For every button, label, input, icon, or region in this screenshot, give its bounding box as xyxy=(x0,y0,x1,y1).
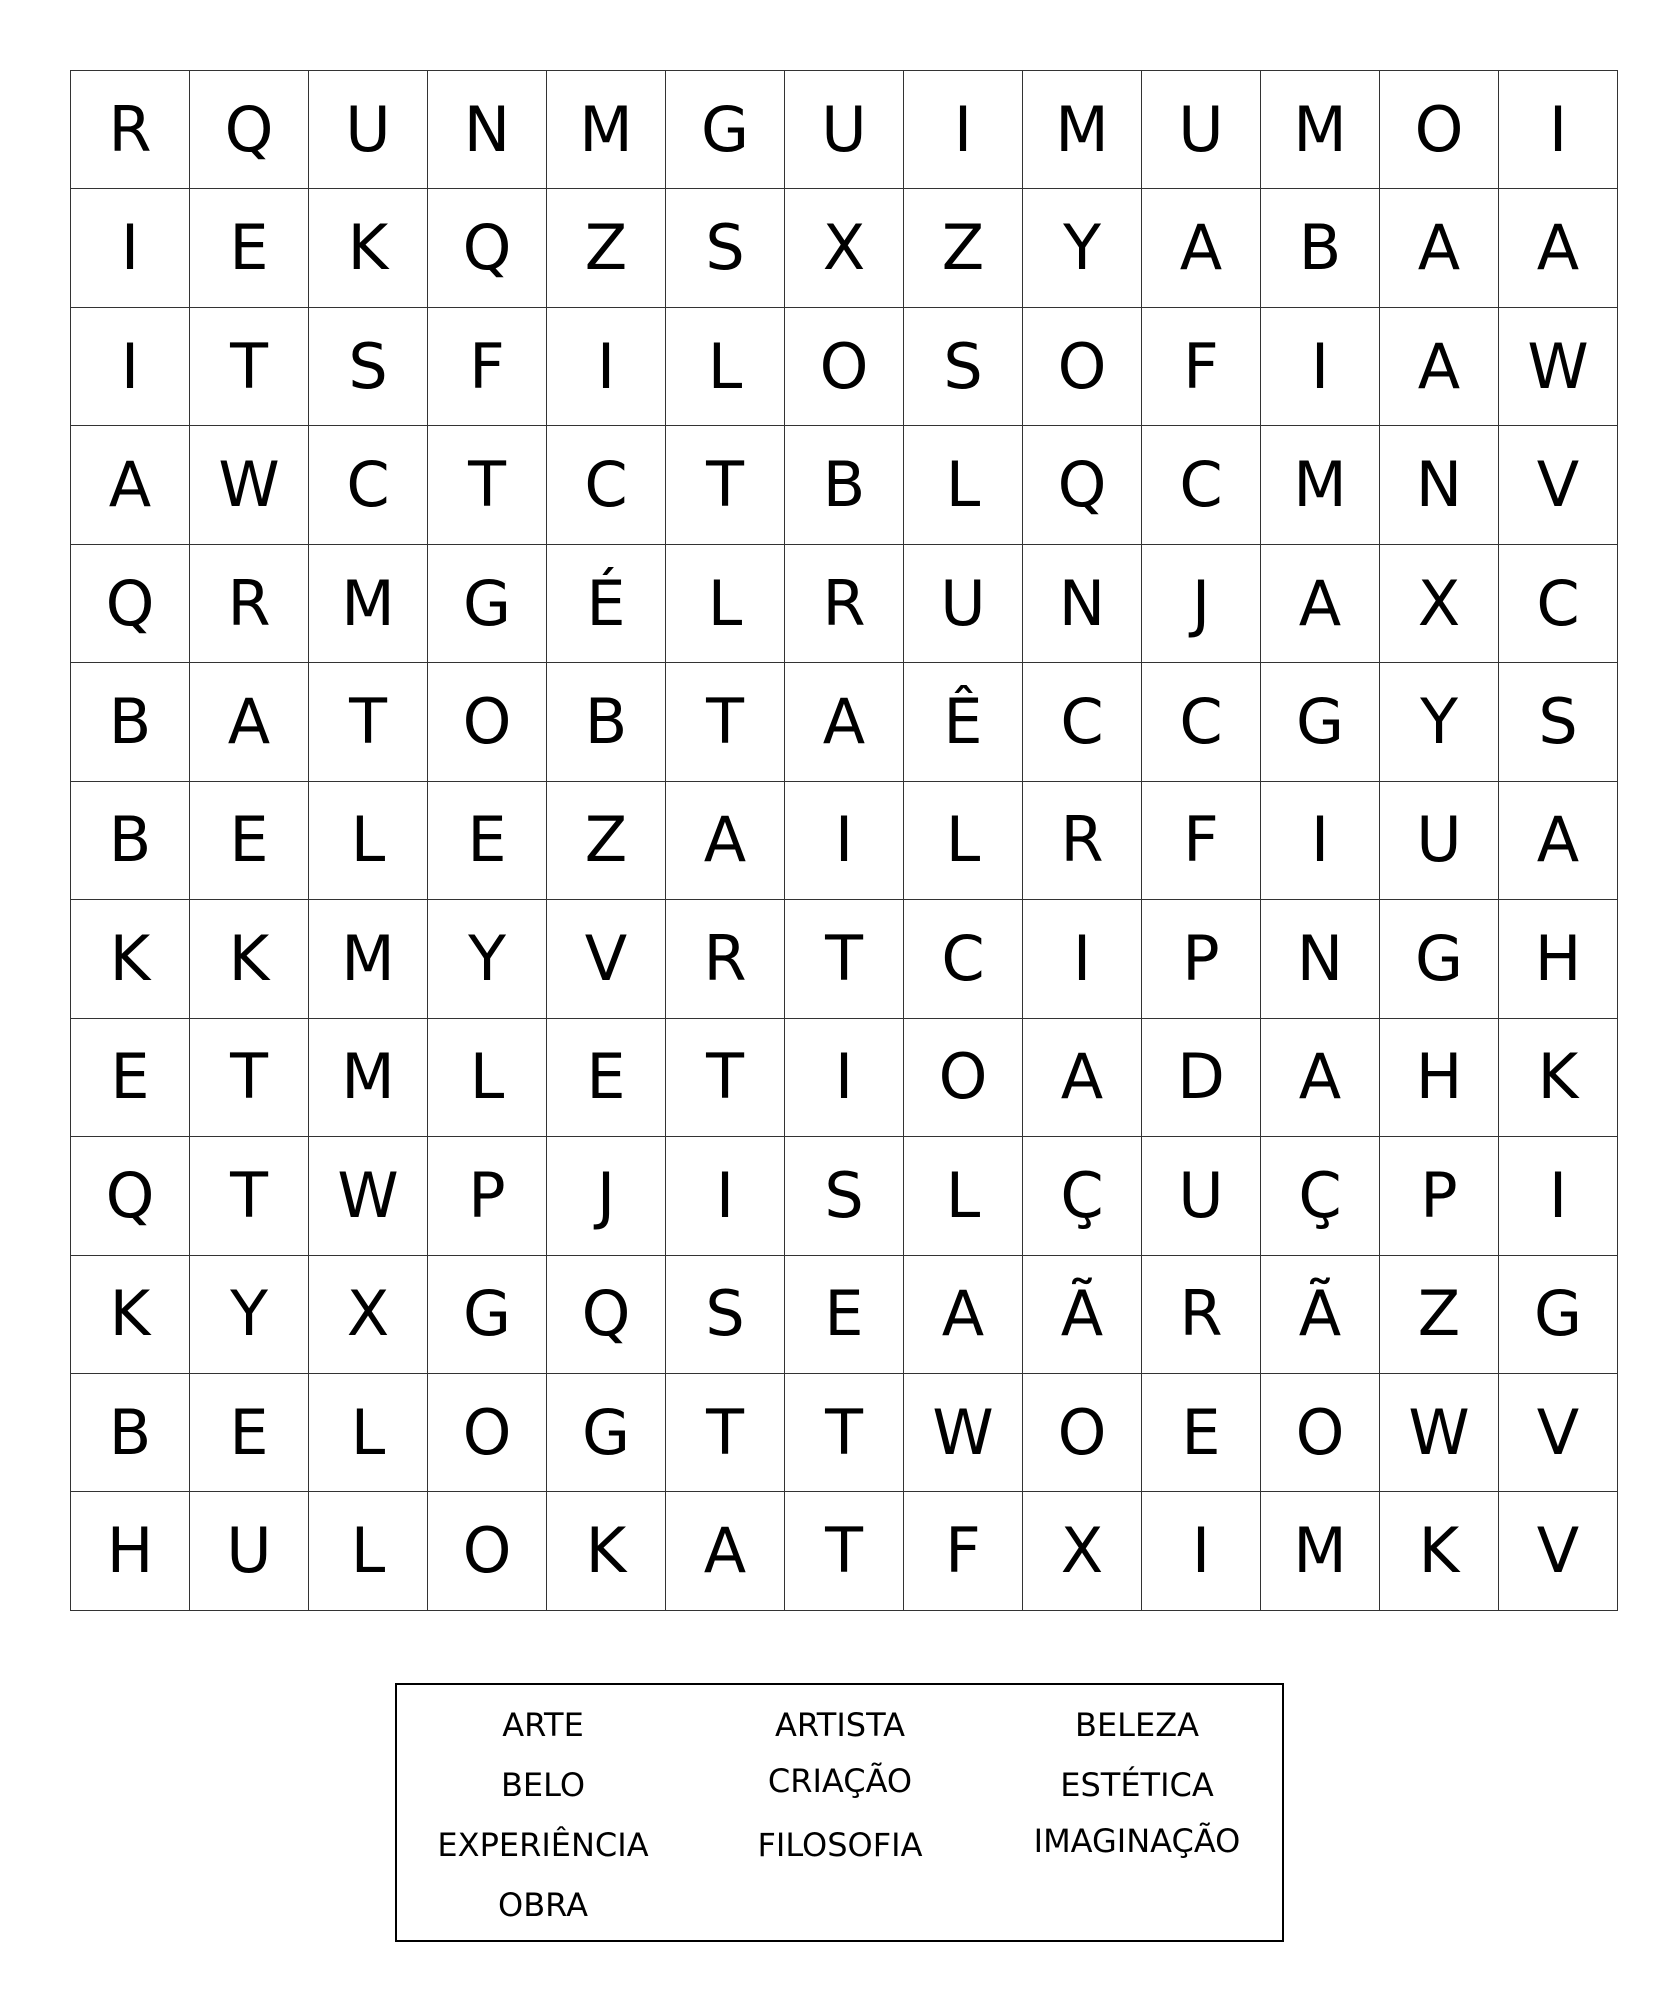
grid-cell[interactable]: W xyxy=(190,426,309,544)
grid-cell[interactable]: R xyxy=(1142,1255,1261,1373)
grid-cell[interactable]: C xyxy=(1142,663,1261,781)
grid-cell[interactable]: P xyxy=(428,1137,547,1255)
grid-cell[interactable]: I xyxy=(785,1018,904,1136)
grid-cell[interactable]: S xyxy=(785,1137,904,1255)
grid-cell[interactable]: T xyxy=(666,663,785,781)
grid-cell[interactable]: Y xyxy=(1023,189,1142,307)
grid-cell[interactable]: L xyxy=(309,781,428,899)
grid-cell[interactable]: F xyxy=(904,1492,1023,1611)
grid-cell[interactable]: X xyxy=(1380,544,1499,662)
grid-cell[interactable]: Q xyxy=(71,1137,190,1255)
grid-cell[interactable]: O xyxy=(1023,1373,1142,1491)
grid-cell[interactable]: I xyxy=(547,307,666,425)
grid-cell[interactable]: E xyxy=(190,781,309,899)
grid-row xyxy=(71,307,1618,425)
grid-cell[interactable]: R xyxy=(785,544,904,662)
grid-cell[interactable]: U xyxy=(1142,1137,1261,1255)
grid-cell[interactable]: R xyxy=(666,900,785,1018)
grid-row xyxy=(71,71,1618,189)
grid-cell[interactable]: V xyxy=(547,900,666,1018)
grid-cell[interactable]: Q xyxy=(190,71,309,189)
grid-cell[interactable]: G xyxy=(1261,663,1380,781)
grid-cell[interactable]: H xyxy=(1380,1018,1499,1136)
grid-cell[interactable]: T xyxy=(190,1018,309,1136)
grid-cell[interactable]: E xyxy=(190,189,309,307)
grid-cell[interactable]: A xyxy=(666,781,785,899)
grid-cell[interactable]: C xyxy=(309,426,428,544)
grid-cell[interactable]: A xyxy=(1261,1018,1380,1136)
word-list-item: BELO xyxy=(500,1766,586,1804)
grid-cell[interactable]: T xyxy=(190,1137,309,1255)
grid-cell[interactable]: A xyxy=(1380,189,1499,307)
grid-cell[interactable]: C xyxy=(1499,544,1618,662)
grid-cell[interactable]: K xyxy=(190,900,309,1018)
grid-cell[interactable]: Ã xyxy=(1261,1255,1380,1373)
grid-cell[interactable]: K xyxy=(309,189,428,307)
grid-cell[interactable]: M xyxy=(309,900,428,1018)
grid-cell[interactable]: S xyxy=(1499,663,1618,781)
grid-cell[interactable]: E xyxy=(1142,1373,1261,1491)
grid-cell[interactable]: B xyxy=(1261,189,1380,307)
word-list-item: CRIAÇÃO xyxy=(767,1762,913,1800)
grid-cell[interactable]: A xyxy=(1380,307,1499,425)
grid-row xyxy=(71,1373,1618,1491)
grid-cell[interactable]: T xyxy=(666,426,785,544)
grid-cell[interactable]: R xyxy=(190,544,309,662)
grid-cell[interactable]: K xyxy=(71,900,190,1018)
grid-cell[interactable]: I xyxy=(1261,781,1380,899)
grid-cell[interactable]: U xyxy=(904,544,1023,662)
grid-cell[interactable]: Z xyxy=(547,189,666,307)
grid-cell[interactable]: S xyxy=(904,307,1023,425)
grid-cell[interactable]: A xyxy=(71,426,190,544)
grid-cell[interactable]: P xyxy=(1380,1137,1499,1255)
grid-cell[interactable]: Z xyxy=(1380,1255,1499,1373)
grid-cell[interactable]: M xyxy=(1023,71,1142,189)
word-list-item: BELEZA xyxy=(1074,1706,1200,1744)
grid-cell[interactable]: C xyxy=(1023,663,1142,781)
grid-cell[interactable]: T xyxy=(428,426,547,544)
grid-cell[interactable]: B xyxy=(785,426,904,544)
grid-cell[interactable]: W xyxy=(1380,1373,1499,1491)
grid-cell[interactable]: G xyxy=(1499,1255,1618,1373)
grid-cell[interactable]: W xyxy=(309,1137,428,1255)
grid-cell[interactable]: W xyxy=(904,1373,1023,1491)
grid-cell[interactable]: T xyxy=(785,1492,904,1611)
grid-cell[interactable]: A xyxy=(1499,189,1618,307)
word-list-item: ESTÉTICA xyxy=(1060,1766,1214,1804)
grid-cell[interactable]: A xyxy=(666,1492,785,1611)
grid-cell[interactable]: A xyxy=(1142,189,1261,307)
grid-cell[interactable]: O xyxy=(1380,71,1499,189)
grid-cell[interactable]: A xyxy=(785,663,904,781)
grid-cell[interactable]: P xyxy=(1142,900,1261,1018)
grid-cell[interactable]: N xyxy=(1380,426,1499,544)
grid-cell[interactable]: F xyxy=(1142,781,1261,899)
grid-cell[interactable]: E xyxy=(785,1255,904,1373)
grid-cell[interactable]: F xyxy=(1142,307,1261,425)
grid-cell[interactable]: L xyxy=(904,781,1023,899)
grid-cell[interactable]: U xyxy=(1142,71,1261,189)
grid-cell[interactable]: I xyxy=(1023,900,1142,1018)
grid-cell[interactable]: K xyxy=(1499,1018,1618,1136)
grid-cell[interactable]: O xyxy=(428,663,547,781)
grid-cell[interactable]: S xyxy=(309,307,428,425)
grid-cell[interactable]: V xyxy=(1499,1492,1618,1611)
word-list-item: ARTISTA xyxy=(774,1706,906,1744)
grid-cell[interactable]: L xyxy=(309,1373,428,1491)
grid-cell[interactable]: M xyxy=(1261,1492,1380,1611)
grid-cell[interactable]: L xyxy=(428,1018,547,1136)
grid-cell[interactable]: J xyxy=(547,1137,666,1255)
grid-cell[interactable]: I xyxy=(71,189,190,307)
grid-cell[interactable]: I xyxy=(785,781,904,899)
grid-cell[interactable]: O xyxy=(1023,307,1142,425)
grid-cell[interactable]: E xyxy=(71,1018,190,1136)
grid-cell[interactable]: C xyxy=(547,426,666,544)
grid-cell[interactable]: Y xyxy=(428,900,547,1018)
grid-cell[interactable]: J xyxy=(1142,544,1261,662)
grid-cell[interactable]: Ê xyxy=(904,663,1023,781)
grid-cell[interactable]: L xyxy=(309,1492,428,1611)
grid-cell[interactable]: L xyxy=(666,544,785,662)
grid-cell[interactable]: I xyxy=(1142,1492,1261,1611)
grid-cell[interactable]: H xyxy=(1499,900,1618,1018)
grid-cell[interactable]: O xyxy=(428,1492,547,1611)
grid-cell[interactable]: A xyxy=(190,663,309,781)
grid-cell[interactable]: I xyxy=(904,71,1023,189)
grid-cell[interactable]: G xyxy=(428,1255,547,1373)
grid-cell[interactable]: Q xyxy=(1023,426,1142,544)
word-search-grid xyxy=(70,70,1618,1611)
grid-cell[interactable]: Q xyxy=(547,1255,666,1373)
word-list-item: ARTE xyxy=(502,1706,584,1744)
grid-cell[interactable]: U xyxy=(309,71,428,189)
grid-cell[interactable]: Y xyxy=(1380,663,1499,781)
grid-cell[interactable]: I xyxy=(1499,1137,1618,1255)
grid-cell[interactable]: T xyxy=(666,1373,785,1491)
grid-cell[interactable]: I xyxy=(666,1137,785,1255)
grid-cell[interactable]: G xyxy=(547,1373,666,1491)
grid-cell[interactable]: Y xyxy=(190,1255,309,1373)
grid-cell[interactable]: M xyxy=(1261,426,1380,544)
grid-cell[interactable]: U xyxy=(190,1492,309,1611)
grid-cell[interactable]: G xyxy=(428,544,547,662)
grid-cell[interactable]: Ç xyxy=(1023,1137,1142,1255)
grid-cell[interactable]: L xyxy=(904,426,1023,544)
grid-cell[interactable]: B xyxy=(547,663,666,781)
grid-cell[interactable]: E xyxy=(190,1373,309,1491)
grid-cell[interactable]: N xyxy=(428,71,547,189)
grid-row xyxy=(71,1018,1618,1136)
grid-row xyxy=(71,426,1618,544)
grid-cell[interactable]: O xyxy=(785,307,904,425)
grid-cell[interactable]: Q xyxy=(428,189,547,307)
grid-cell[interactable]: Ã xyxy=(1023,1255,1142,1373)
grid-cell[interactable]: A xyxy=(904,1255,1023,1373)
grid-cell[interactable]: X xyxy=(785,189,904,307)
grid-cell[interactable]: A xyxy=(1261,544,1380,662)
grid-cell[interactable]: C xyxy=(904,900,1023,1018)
grid-cell[interactable]: M xyxy=(1261,71,1380,189)
grid-cell[interactable]: Ç xyxy=(1261,1137,1380,1255)
grid-cell[interactable]: K xyxy=(1380,1492,1499,1611)
grid-cell[interactable]: A xyxy=(1499,781,1618,899)
grid-cell[interactable]: I xyxy=(1499,71,1618,189)
grid-cell[interactable]: T xyxy=(785,1373,904,1491)
grid-row xyxy=(71,1255,1618,1373)
grid-cell[interactable]: E xyxy=(428,781,547,899)
grid-cell[interactable]: S xyxy=(666,189,785,307)
grid-cell[interactable]: N xyxy=(1261,900,1380,1018)
grid-cell[interactable]: R xyxy=(71,71,190,189)
grid-cell[interactable]: O xyxy=(904,1018,1023,1136)
grid-row xyxy=(71,663,1618,781)
grid-cell[interactable]: B xyxy=(71,1373,190,1491)
grid-cell[interactable]: V xyxy=(1499,1373,1618,1491)
grid-cell[interactable]: O xyxy=(1261,1373,1380,1491)
grid-cell[interactable]: X xyxy=(309,1255,428,1373)
grid-cell[interactable]: T xyxy=(785,900,904,1018)
grid-cell[interactable]: W xyxy=(1499,307,1618,425)
grid-cell[interactable]: O xyxy=(428,1373,547,1491)
grid-cell[interactable]: R xyxy=(1023,781,1142,899)
grid-cell[interactable]: G xyxy=(666,71,785,189)
grid-row xyxy=(71,900,1618,1018)
grid-cell[interactable]: V xyxy=(1499,426,1618,544)
word-list-item: IMAGINAÇÃO xyxy=(1033,1822,1241,1860)
word-list-item: FILOSOFIA xyxy=(757,1826,923,1864)
grid-cell[interactable]: I xyxy=(71,307,190,425)
grid-cell[interactable]: X xyxy=(1023,1492,1142,1611)
grid-cell[interactable]: T xyxy=(190,307,309,425)
grid-cell[interactable]: C xyxy=(1142,426,1261,544)
grid-cell[interactable]: S xyxy=(666,1255,785,1373)
grid-cell[interactable]: Z xyxy=(547,781,666,899)
grid-cell[interactable]: T xyxy=(666,1018,785,1136)
grid-cell[interactable]: Q xyxy=(71,544,190,662)
grid-cell[interactable]: M xyxy=(547,71,666,189)
word-list-item: OBRA xyxy=(498,1886,588,1924)
grid-cell[interactable]: N xyxy=(1023,544,1142,662)
grid-row xyxy=(71,781,1618,899)
grid-cell[interactable]: I xyxy=(1261,307,1380,425)
grid-cell[interactable]: L xyxy=(904,1137,1023,1255)
grid-cell[interactable]: U xyxy=(1380,781,1499,899)
grid-cell[interactable]: H xyxy=(71,1492,190,1611)
grid-row xyxy=(71,189,1618,307)
grid-cell[interactable]: E xyxy=(547,1018,666,1136)
grid-cell[interactable]: M xyxy=(309,544,428,662)
grid-cell[interactable]: B xyxy=(71,781,190,899)
grid-cell[interactable]: É xyxy=(547,544,666,662)
grid-row xyxy=(71,544,1618,662)
grid-cell[interactable]: F xyxy=(428,307,547,425)
word-list-box xyxy=(395,1683,1284,1942)
grid-cell[interactable]: M xyxy=(309,1018,428,1136)
grid-cell[interactable]: G xyxy=(1380,900,1499,1018)
grid-cell[interactable]: A xyxy=(1023,1018,1142,1136)
word-list-item: EXPERIÊNCIA xyxy=(437,1826,649,1864)
grid-cell[interactable]: T xyxy=(309,663,428,781)
grid-row xyxy=(71,1492,1618,1611)
grid-cell[interactable]: Z xyxy=(904,189,1023,307)
grid-row xyxy=(71,1137,1618,1255)
grid-cell[interactable]: K xyxy=(71,1255,190,1373)
grid-cell[interactable]: U xyxy=(785,71,904,189)
grid-cell[interactable]: K xyxy=(547,1492,666,1611)
grid-cell[interactable]: B xyxy=(71,663,190,781)
grid-cell[interactable]: L xyxy=(666,307,785,425)
grid-cell[interactable]: D xyxy=(1142,1018,1261,1136)
